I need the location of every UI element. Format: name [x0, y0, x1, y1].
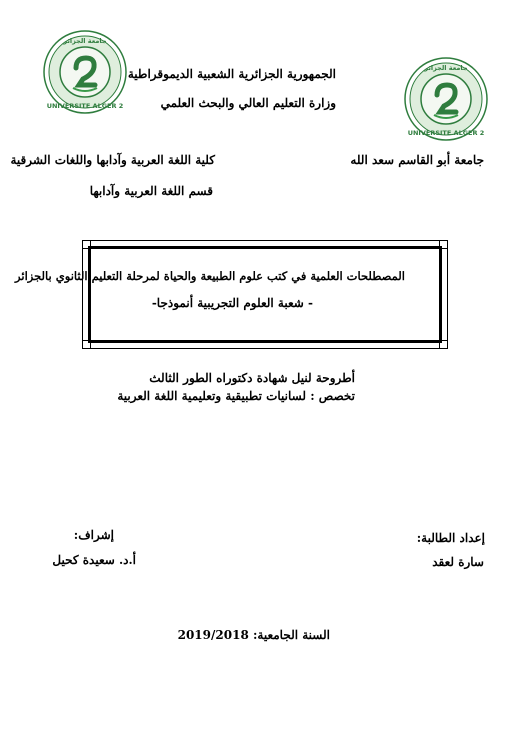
logo-top-text: جامعة الجزائر: [424, 64, 468, 72]
specialty-statement: تخصص : لسانيات تطبيقية وتعليمية اللغة العربية: [117, 389, 355, 403]
academic-year: السنة الجامعية: 2019/2018: [177, 628, 330, 642]
ministry-heading: وزارة التعليم العالي والبحث العلمي: [160, 96, 336, 110]
logo-bottom-text: UNIVERSITE ALGER 2: [46, 102, 124, 110]
degree-statement: أطروحة لنيل شهادة دكتوراه الطور الثالث: [149, 371, 355, 385]
supervisor-name: أ.د. سعيدة كحيل: [52, 553, 136, 567]
title-frame-inner: [88, 246, 442, 343]
logo-top-text: جامعة الجزائر: [63, 37, 107, 45]
thesis-title: المصطلحات العلمية في كتب علوم الطبيعة والحياة لمرحلة التعليم الثانوي بالجزائر: [15, 269, 405, 283]
university-name: جامعة أبو القاسم سعد الله: [350, 153, 484, 167]
university-logo-right: [404, 57, 488, 141]
logo-bottom-text: UNIVERSITE ALGER 2: [407, 129, 485, 137]
student-name: سارة لعقد: [432, 555, 484, 569]
department-name: قسم اللغة العربية وآدابها: [89, 184, 213, 198]
republic-heading: الجمهورية الجزائرية الشعبية الديموقراطية: [127, 67, 336, 81]
prepared-by-label: إعداد الطالبة:: [416, 531, 485, 545]
university-logo-left: [43, 30, 127, 114]
title-frame: [15, 240, 448, 349]
faculty-name: كلية اللغة العربية وآدابها واللغات الشرقية: [10, 153, 215, 167]
thesis-subtitle: - شعبة العلوم التجريبية أنموذجا-: [151, 296, 313, 310]
supervisor-label: إشراف:: [73, 528, 114, 542]
